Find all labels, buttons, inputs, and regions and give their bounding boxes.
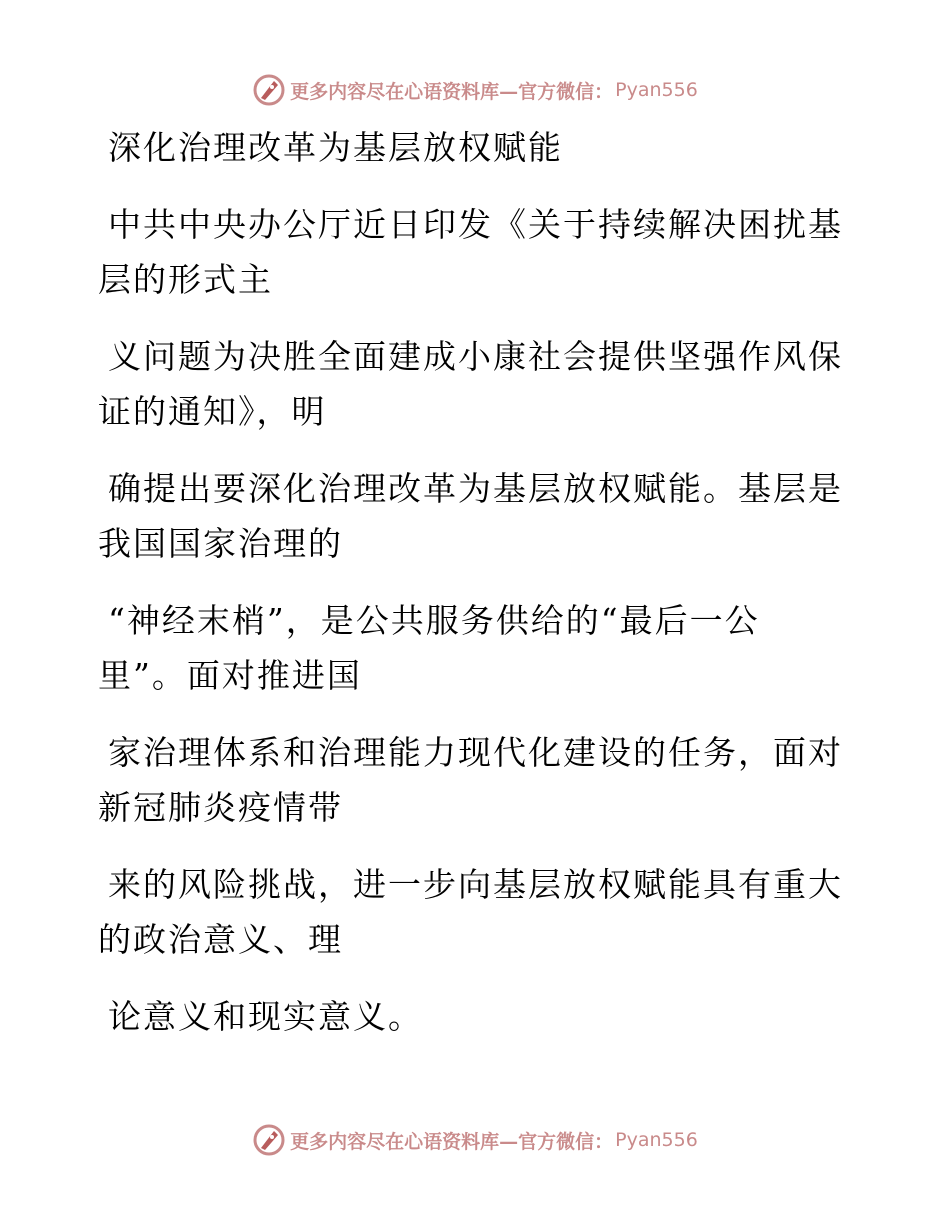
banner-brand-text: 更多内容尽在心语资料库—官方微信： bbox=[290, 1130, 614, 1153]
pen-nib-seal-icon bbox=[252, 1123, 286, 1157]
paragraph-line: 我国国家治理的 bbox=[98, 524, 343, 563]
paragraph-line: 家治理体系和治理能力现代化建设的任务，面对 bbox=[108, 733, 843, 772]
document-title: 深化治理改革为基层放权赋能 bbox=[108, 128, 563, 167]
paragraph-line: 新冠肺炎疫情带 bbox=[98, 788, 343, 827]
paragraph-line: 里”。面对推进国 bbox=[98, 656, 362, 695]
footer-banner bbox=[0, 1120, 950, 1160]
paragraph-line: 的政治意义、理 bbox=[98, 920, 343, 959]
paragraph-line: 来的风险挑战，进一步向基层放权赋能具有重大 bbox=[108, 865, 843, 904]
paragraph-line: “神经末梢”，是公共服务供给的“最后一公 bbox=[108, 601, 760, 640]
paragraph-line: 确提出要深化治理改革为基层放权赋能。基层是 bbox=[108, 469, 843, 508]
paragraph-line: 证的通知》，明 bbox=[98, 392, 327, 431]
paragraph-line: 义问题为决胜全面建成小康社会提供坚强作风保 bbox=[108, 337, 843, 376]
document-body bbox=[98, 120, 858, 1044]
header-banner bbox=[0, 70, 950, 110]
paragraph-line: 中共中央办公厅近日印发《关于持续解决困扰基 bbox=[108, 205, 843, 244]
banner-wechat-id: Pyan556 bbox=[615, 79, 698, 101]
pen-nib-seal-icon bbox=[252, 73, 286, 107]
banner-wechat-id: Pyan556 bbox=[615, 1129, 698, 1151]
paragraph-line: 层的形式主 bbox=[98, 260, 273, 299]
paragraph-line: 论意义和现实意义。 bbox=[108, 997, 423, 1036]
banner-brand-text: 更多内容尽在心语资料库—官方微信： bbox=[290, 80, 614, 103]
